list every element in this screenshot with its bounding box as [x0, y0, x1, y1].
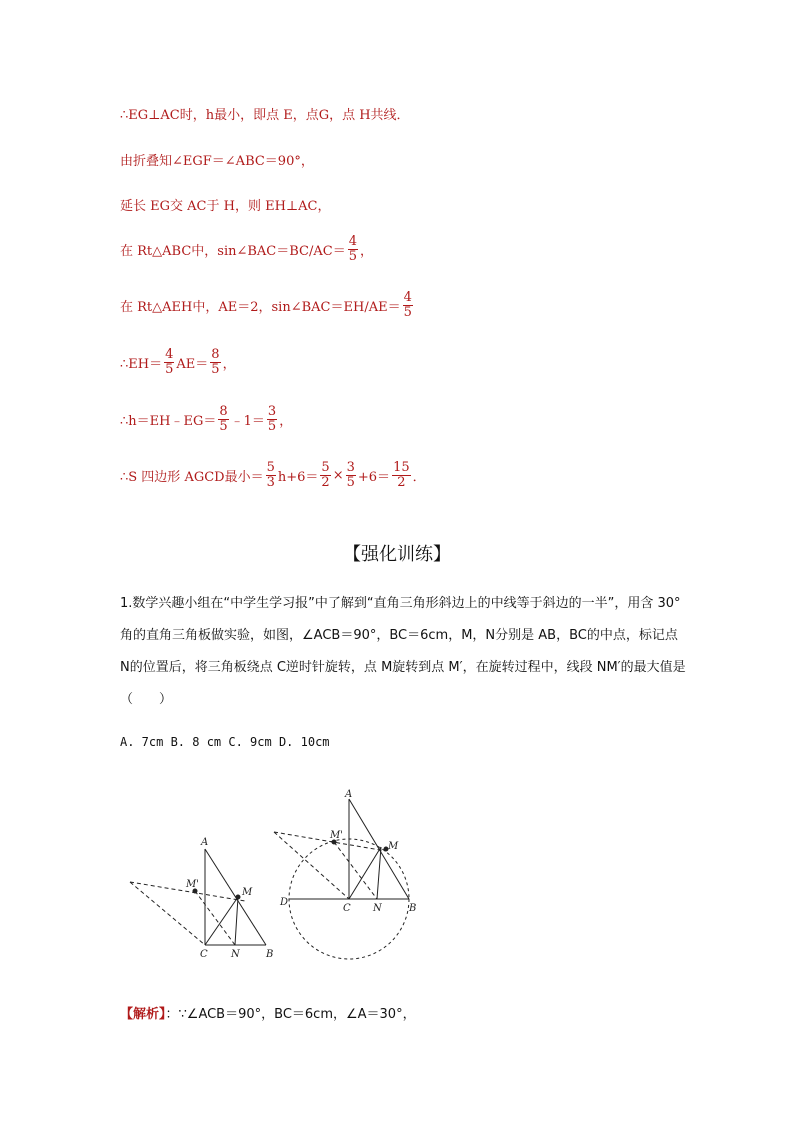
- label-d: D: [280, 897, 289, 908]
- label-a: A: [201, 837, 209, 848]
- segment-mn: [235, 897, 238, 945]
- solution-line-7: [120, 405, 292, 434]
- analysis-text: ：∵∠ACB＝90°，BC＝6cm，∠A＝30°，: [165, 1007, 416, 1022]
- label-b: B: [266, 949, 274, 960]
- fraction: [403, 291, 413, 320]
- fraction: [266, 461, 276, 490]
- solution-text: ﹣1＝: [230, 414, 265, 429]
- label-c: C: [200, 949, 208, 960]
- question-text: 1.数学兴趣小组在“中学生学习报”中了解到“直角三角形斜边上的中线等于斜边的一半”，用含 30°角的直角三角板做实验，如图，∠ACB＝90°，BC＝6cm，M，N分别是 AB，BC的中点，标记点 N的位置后，将三角板绕点 C逆时针旋转，点 M旋转到点 M′，在旋转过程中，线段 NM′的最大值是（ ）: [120, 596, 686, 707]
- denominator: 5: [211, 362, 220, 377]
- solution-line-1: [120, 104, 410, 123]
- label-m: M: [388, 841, 399, 852]
- denominator: 2: [321, 475, 330, 490]
- solution-text: 延长 EG交 AC于 H，则 EH⊥AC，: [120, 199, 331, 214]
- numerator: 4: [403, 290, 412, 305]
- numerator: 5: [266, 460, 275, 475]
- dashed-line: [195, 891, 235, 945]
- denominator: 5: [219, 419, 228, 434]
- denominator: 5: [403, 305, 412, 320]
- denominator: 2: [397, 475, 406, 490]
- fraction: [267, 405, 277, 434]
- label-c: C: [343, 903, 351, 914]
- solution-line-4: [120, 235, 373, 264]
- solution-text: h+6＝: [277, 470, 319, 485]
- section-heading: 【强化训练】: [343, 544, 451, 565]
- solution-text: AE＝: [176, 357, 209, 372]
- numerator: 8: [219, 404, 228, 419]
- fraction: [348, 235, 358, 264]
- solution-text: +6＝: [357, 470, 391, 485]
- label-n: N: [373, 903, 382, 914]
- numerator: 4: [348, 234, 357, 249]
- solution-text: ∴EH＝: [120, 357, 163, 372]
- numerator: 3: [267, 404, 277, 419]
- analysis-line: [120, 1003, 416, 1022]
- solution-text: ，: [279, 414, 293, 429]
- numerator: 4: [165, 347, 174, 362]
- geometry-figure: [0, 785, 794, 985]
- solution-line-3: [120, 195, 330, 214]
- label-a: A: [345, 789, 353, 800]
- denominator: 5: [346, 475, 355, 490]
- solution-text: 在 Rt△AEH中，AE＝2，sin∠BAC＝EH/AE＝: [120, 300, 401, 315]
- solution-line-2: [120, 150, 314, 169]
- denominator: 5: [165, 362, 174, 377]
- fraction: [320, 461, 330, 490]
- label-m: M: [242, 887, 253, 898]
- analysis-tag: 【解析】: [120, 1007, 166, 1022]
- solution-line-5: [120, 291, 415, 320]
- label-n: N: [231, 949, 240, 960]
- numerator: 8: [211, 347, 220, 362]
- label-mprime: M': [330, 830, 343, 841]
- solution-text: ∴S 四边形 AGCD最小＝: [120, 470, 264, 485]
- fraction: [218, 405, 228, 434]
- segment-cm: [349, 847, 381, 899]
- denominator: 3: [266, 475, 275, 490]
- solution-text: ．: [412, 470, 426, 485]
- fraction: [164, 348, 174, 377]
- solution-text: 由折叠知∠EGF＝∠ABC＝90°，: [120, 154, 314, 169]
- label-mprime: M': [186, 879, 199, 890]
- solution-text: ，: [360, 244, 374, 259]
- fraction: [210, 348, 220, 377]
- solution-text: ∴h＝EH﹣EG＝: [120, 414, 217, 429]
- fraction: [392, 461, 411, 490]
- numerator: 5: [321, 460, 330, 475]
- dashed-line: [274, 832, 349, 899]
- numerator: 15: [393, 460, 410, 475]
- solution-text: 在 Rt△ABC中，sin∠BAC＝BC/AC＝: [120, 244, 346, 259]
- denominator: 5: [348, 249, 357, 264]
- segment-mn: [377, 847, 381, 899]
- answer-options: A. 7cm B. 8 cm C. 9cm D. 10cm: [120, 735, 330, 749]
- solution-line-6: [120, 348, 236, 377]
- fraction: [346, 461, 356, 490]
- solution-text: ×: [332, 468, 344, 483]
- dashed-line: [334, 842, 377, 899]
- segment-cm: [205, 897, 238, 945]
- numerator: 3: [346, 460, 355, 475]
- point-m: [236, 895, 240, 899]
- solution-line-8: [120, 461, 426, 490]
- solution-text: ，: [222, 357, 236, 372]
- figure-right: [274, 799, 409, 959]
- solution-text: ∴EG⊥AC时，h最小，即点 E，点G，点 H共线．: [120, 108, 410, 123]
- label-b: B: [409, 903, 417, 914]
- denominator: 5: [267, 419, 277, 434]
